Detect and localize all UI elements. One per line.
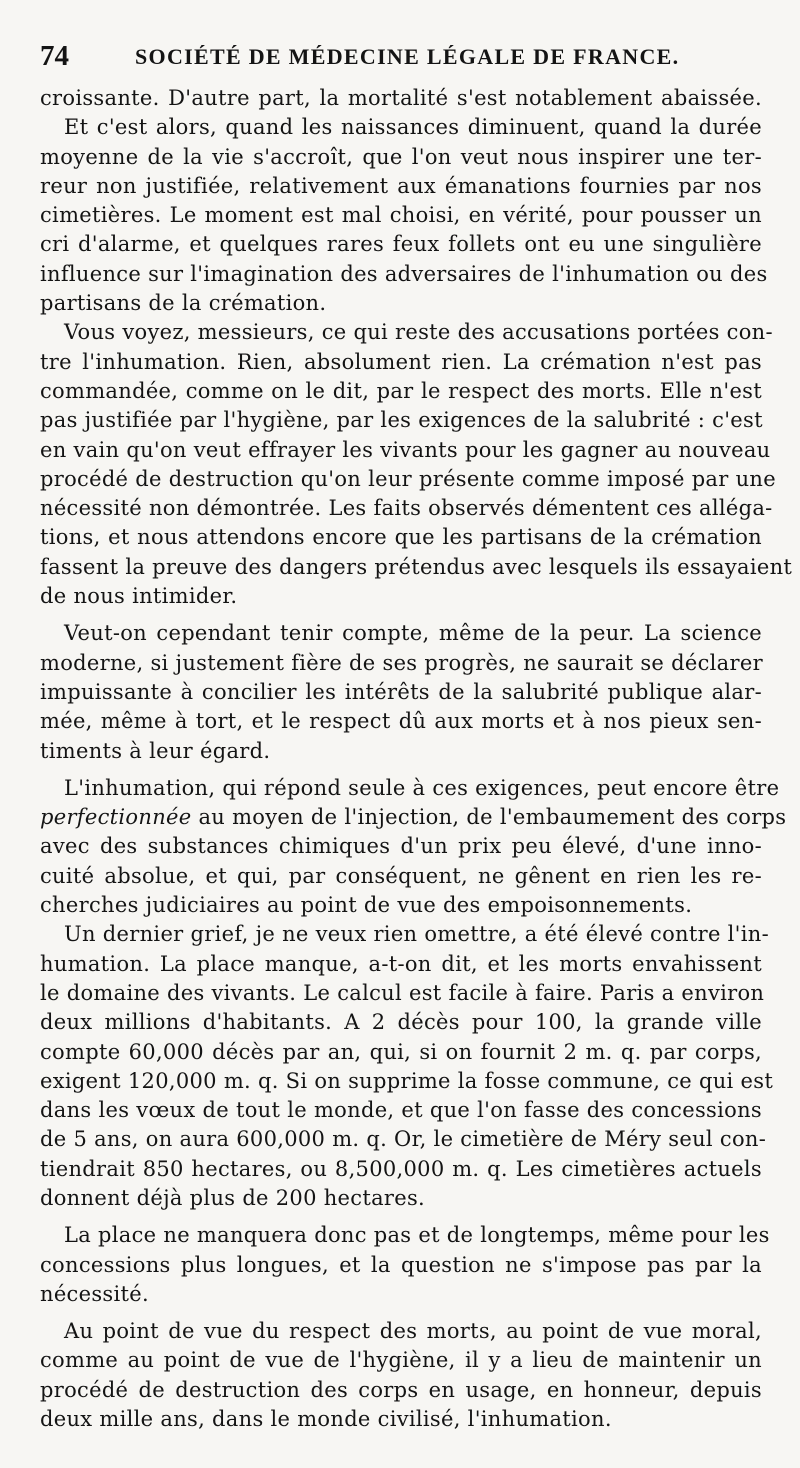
text-line: nécessité non démontrée. Les faits observés démentent ces alléga- (40, 496, 773, 521)
text-line: comme au point de vue de l'hygiène, il y a lieu de maintenir un (40, 1348, 762, 1373)
page-header (40, 40, 760, 80)
text-line: Un dernier grief, je ne veux rien omettre, a été élevé contre l'in- (64, 922, 769, 947)
text-line: procédé de destruction des corps en usage, en honneur, depuis (40, 1377, 762, 1402)
text-line: influence sur l'imagination des adversaires de l'inhumation ou des (40, 261, 768, 286)
text-line: procédé de destruction qu'on leur présente comme imposé par une (40, 466, 776, 491)
text-line: pas justifiée par l'hygiène, par les exigences de la salubrité : c'est (40, 408, 763, 433)
text-line: timents à leur égard. (40, 738, 271, 763)
page-number: 74 (40, 40, 69, 72)
text-line: le domaine des vivants. Le calcul est facile à faire. Paris a environ (40, 980, 765, 1005)
text-line: concessions plus longues, et la question ne s'impose pas par la (40, 1252, 762, 1277)
text-line: compte 60,000 décès par an, qui, si on fournit 2 m. q. par corps, (40, 1039, 762, 1064)
text-line: Et c'est alors, quand les naissances diminuent, quand la durée (64, 115, 762, 140)
text-line: cimetières. Le moment est mal choisi, en vérité, pour pousser un (40, 203, 762, 228)
text-line: impuissante à concilier les intérêts de la salubrité publique alar- (40, 679, 762, 704)
text-line: partisans de la crémation. (40, 291, 327, 316)
text-line: en vain qu'on veut effrayer les vivants pour les gagner au nouveau (40, 437, 771, 462)
text-line: de 5 ans, on aura 600,000 m. q. Or, le cimetière de Méry seul con- (40, 1127, 767, 1152)
text-fragment: au moyen de l'injection, de l'embaumement des corps (198, 805, 787, 830)
italic-word: perfectionnée (40, 805, 192, 830)
text-line: moyenne de la vie s'accroît, que l'on veut nous inspirer une ter- (40, 144, 762, 169)
text-line: L'inhumation, qui répond seule à ces exigences, peut encore être (64, 775, 780, 800)
body-text (40, 84, 793, 1434)
text-line: cri d'alarme, et quelques rares feux follets ont eu une singulière (40, 232, 762, 257)
text-line: tions, et nous attendons encore que les partisans de la crémation (40, 525, 762, 550)
text-line-with-italic (40, 803, 787, 832)
text-line: deux mille ans, dans le monde civilisé, l'inhumation. (40, 1407, 612, 1432)
text-line: commandée, comme on le dit, par le respect des morts. Elle n'est (40, 378, 762, 403)
text-line: exigent 120,000 m. q. Si on supprime la fosse commune, ce qui est (40, 1068, 774, 1093)
text-line: deux millions d'habitants. A 2 décès pour 100, la grande ville (40, 1010, 762, 1035)
text-line: de nous intimider. (40, 584, 238, 609)
text-line: tiendrait 850 hectares, ou 8,500,000 m. q. Les cimetières actuels (40, 1156, 762, 1181)
text-line: tre l'inhumation. Rien, absolument rien. La crémation n'est pas (40, 349, 762, 374)
text-line: Veut-on cependant tenir compte, même de la peur. La science (64, 621, 762, 646)
text-line: moderne, si justement fière de ses progrès, ne saurait se déclarer (40, 650, 763, 675)
text-line: avec des substances chimiques d'un prix peu élevé, d'une inno- (40, 834, 762, 859)
running-head: SOCIÉTÉ DE MÉDECINE LÉGALE DE FRANCE. (135, 44, 680, 69)
text-line: cuité absolue, et qui, par conséquent, ne gênent en rien les re- (40, 863, 762, 888)
text-line: mée, même à tort, et le respect dû aux morts et à nos pieux sen- (40, 709, 762, 734)
text-line: humation. La place manque, a-t-on dit, et les morts envahissent (40, 951, 762, 976)
text-line: nécessité. (40, 1281, 149, 1306)
text-line: cherches judiciaires au point de vue des empoisonnements. (40, 893, 693, 918)
text-line: dans les vœux de tout le monde, et que l'on fasse des concessions (40, 1098, 762, 1123)
text-line: La place ne manquera donc pas et de longtemps, même pour les (64, 1223, 770, 1248)
text-line: croissante. D'autre part, la mortalité s'est notablement abaissée. (40, 86, 762, 110)
text-line: fassent la preuve des dangers prétendus avec lesquels ils essayaient (40, 554, 793, 579)
text-line: reur non justifiée, relativement aux émanations fournies par nos (40, 173, 762, 198)
text-line: Au point de vue du respect des morts, au point de vue moral, (64, 1319, 762, 1344)
text-line: donnent déjà plus de 200 hectares. (40, 1185, 426, 1210)
text-line: Vous voyez, messieurs, ce qui reste des accusations portées con- (64, 320, 773, 345)
